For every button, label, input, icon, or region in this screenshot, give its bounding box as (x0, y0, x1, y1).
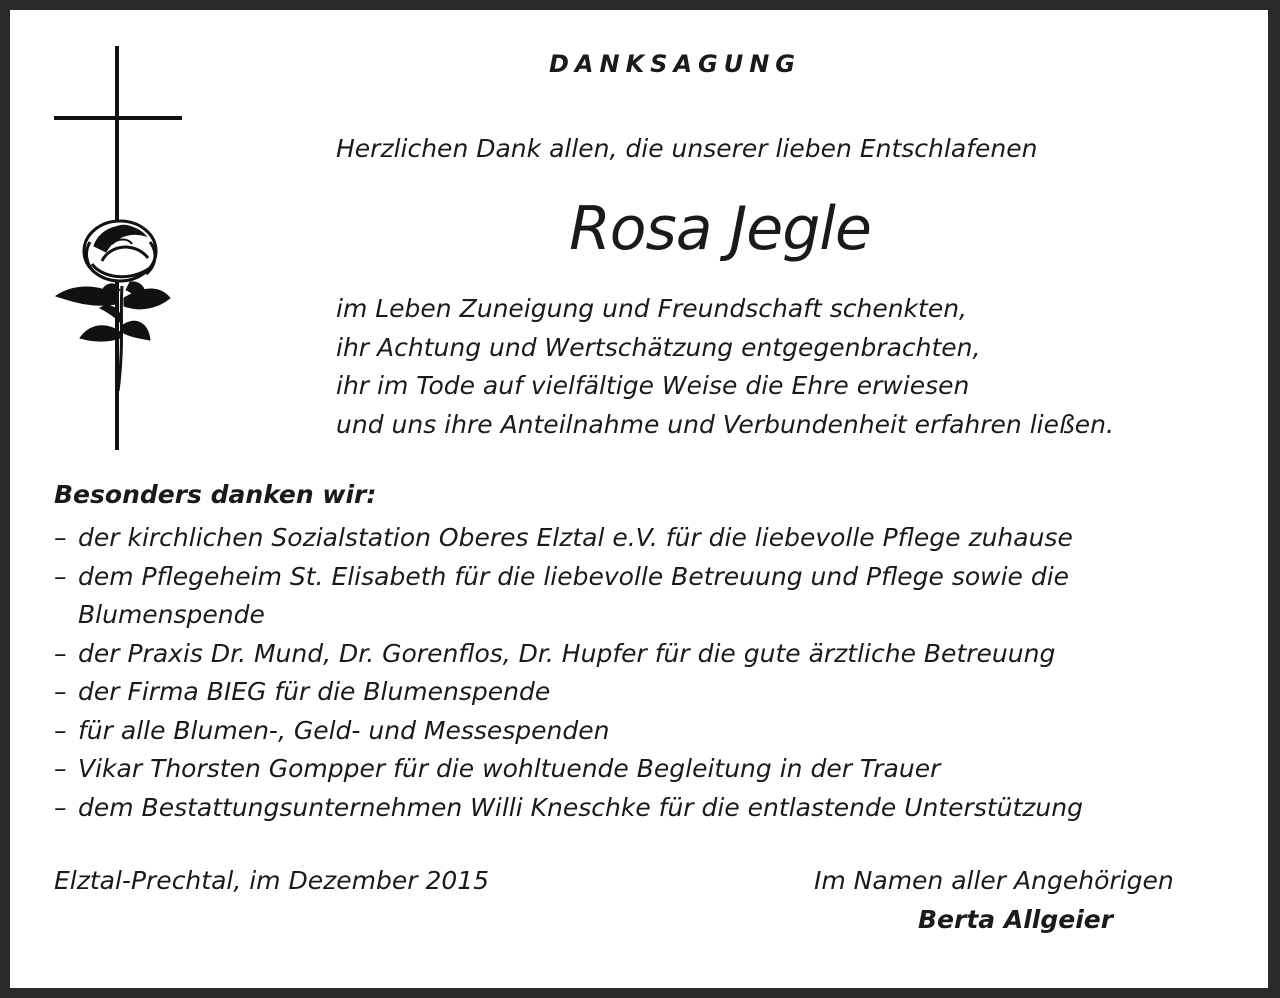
list-dash: – (54, 715, 67, 745)
place-and-date: Elztal-Prechtal, im Dezember 2015 (54, 866, 490, 895)
list-dash: – (54, 677, 67, 706)
list-item-text: Blumenspende (78, 600, 265, 629)
list-dash: – (54, 754, 67, 783)
list-dash: – (54, 638, 67, 668)
gratitude-text (336, 290, 1114, 444)
deceased-name: Rosa Jegle (569, 194, 871, 264)
list-item (54, 519, 1083, 558)
list-dash: – (54, 523, 67, 552)
thanks-list (54, 519, 1083, 827)
list-item-continuation (54, 596, 1083, 635)
list-item (54, 558, 1083, 597)
thanks-title: Besonders danken wir: (54, 480, 377, 509)
list-item (54, 750, 1083, 789)
list-item-text: der Praxis Dr. Mund, Dr. Gorenflos, Dr. Hupfer für die gute ärztliche Betreuung (78, 638, 1056, 668)
list-item (54, 789, 1083, 828)
list-dash: – (54, 561, 67, 591)
on-behalf-line: Im Namen aller Angehörigen (814, 866, 1174, 895)
gratitude-line: und uns ihre Anteilnahme und Verbundenheit erfahren ließen. (336, 409, 1114, 439)
list-item (54, 635, 1083, 674)
list-item-text: dem Pflegeheim St. Elisabeth für die liebevolle Betreuung und Pflege sowie die (78, 561, 1070, 591)
gratitude-line: ihr im Tode auf vielfältige Weise die Ehre erwiesen (336, 371, 970, 400)
gratitude-line: im Leben Zuneigung und Freundschaft schenkten, (336, 294, 967, 323)
list-item-text: dem Bestattungsunternehmen Willi Kneschke für die entlastende Unterstützung (78, 792, 1083, 822)
signer-name: Berta Allgeier (918, 905, 1114, 934)
list-item (54, 673, 1083, 712)
list-item-text: der Firma BIEG für die Blumenspende (78, 677, 551, 706)
list-item-text: Vikar Thorsten Gompper für die wohltuende Begleitung in der Trauer (78, 754, 941, 783)
intro-line: Herzlichen Dank allen, die unserer lieben Entschlafenen (336, 134, 1038, 163)
list-item-text: der kirchlichen Sozialstation Oberes Elztal e.V. für die liebevolle Pflege zuhause (78, 523, 1073, 552)
gratitude-line: ihr Achtung und Wertschätzung entgegenbrachten, (336, 332, 981, 362)
list-item-text: für alle Blumen-, Geld- und Messespenden (78, 715, 610, 745)
obituary-card (10, 10, 1268, 988)
notice-heading: DANKSAGUNG (548, 50, 801, 78)
list-dash: – (54, 792, 67, 822)
list-item (54, 712, 1083, 751)
